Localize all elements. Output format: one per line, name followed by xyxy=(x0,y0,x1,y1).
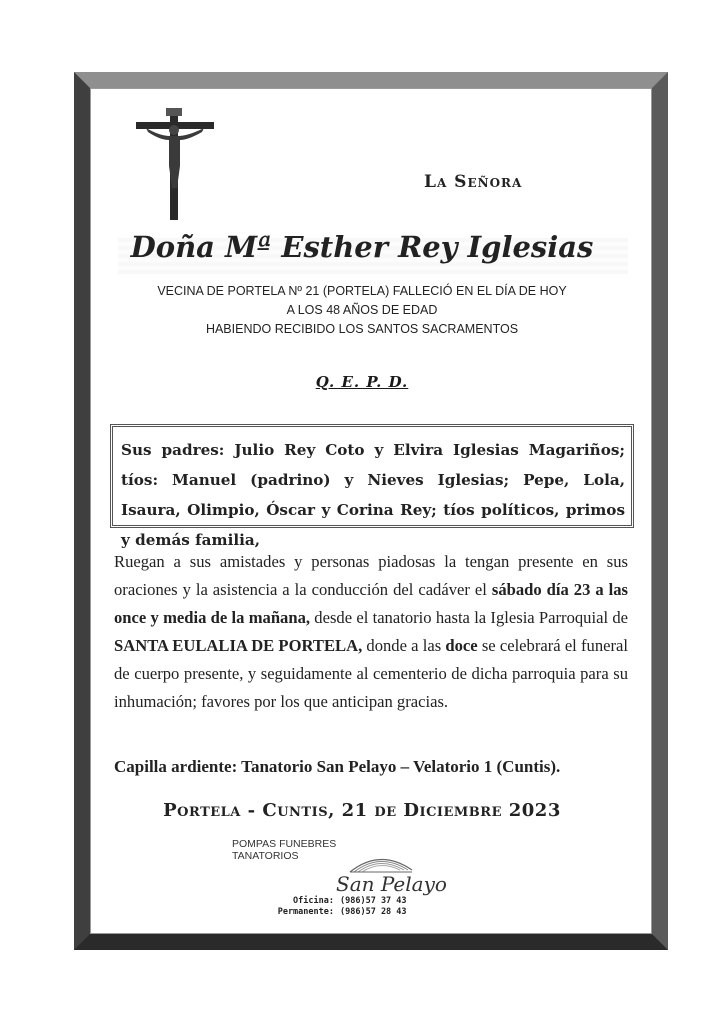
body-text-1: Ruegan a sus amistades y personas piadosas la tengan presente en sus oraciones y la asistencia a la conducción del cadáver el xyxy=(114,552,628,599)
body-bold-time: doce xyxy=(445,636,478,655)
body-bold-church: SANTA EULALIA DE PORTELA, xyxy=(114,636,363,655)
title-senora: La Señora xyxy=(424,172,523,192)
body-paragraph xyxy=(114,548,628,716)
company-logo-text: San Pelayo xyxy=(336,872,447,896)
qepd-label: Q. E. P. D. xyxy=(315,373,409,391)
phone-numbers xyxy=(262,896,407,918)
phone-office: (986)57 37 43 xyxy=(340,896,407,906)
body-text-3: donde a las xyxy=(362,636,446,655)
info-line-3: HABIENDO RECIBIDO LOS SANTOS SACRAMENTOS xyxy=(205,322,519,336)
info-line-1: VECINA DE PORTELA Nº 21 (PORTELA) FALLECIÓ EN EL DÍA DE HOY xyxy=(157,284,567,298)
body-bold-date: sábado día 23 a las once y media de la mañana, xyxy=(114,580,628,627)
company-name xyxy=(232,838,336,862)
body-text-4: se celebrará el funeral de cuerpo presente, y seguidamente al cementerio de dicha parroquia para su inhumación; favores por los que anticipan gracias. xyxy=(114,636,628,711)
capilla-ardiente: Capilla ardiente: Tanatorio San Pelayo – Velatorio 1 (Cuntis). xyxy=(114,757,561,776)
place-date: Portela - Cuntis, 21 de Diciembre 2023 xyxy=(163,800,561,821)
phone-permanent: (986)57 28 43 xyxy=(340,907,407,917)
body-text-2: desde el tanatorio hasta la Iglesia Parroquial de xyxy=(310,608,628,627)
company-line-2: TANATORIOS xyxy=(232,850,299,862)
company-line-1: POMPAS FUNEBRES xyxy=(232,838,337,850)
crucifix-icon xyxy=(136,106,214,220)
info-line-2: A LOS 48 AÑOS DE EDAD xyxy=(286,303,438,317)
phone-office-label: Oficina: xyxy=(293,896,334,906)
phone-permanent-label: Permanente: xyxy=(277,907,334,917)
family-box: Sus padres: Julio Rey Coto y Elvira Iglesias Magariños; tíos: Manuel (padrino) y Nieves Iglesias; Pepe, Lola, Isaura, Olimpio, Óscar y Corina Rey; tíos políticos, primos y demás familia, xyxy=(110,424,634,528)
deceased-name: Doña Mª Esther Rey Iglesias xyxy=(130,230,594,264)
